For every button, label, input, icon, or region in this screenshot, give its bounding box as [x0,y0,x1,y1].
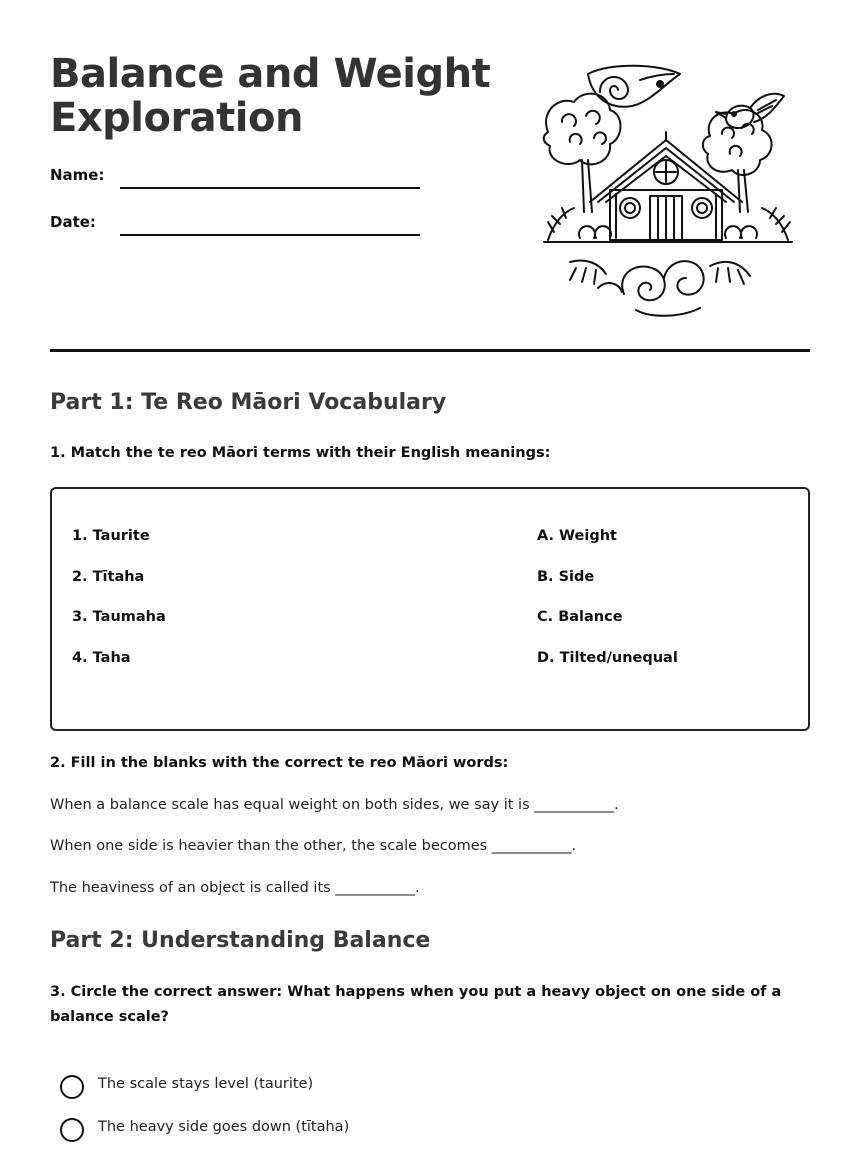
meaning-side[interactable]: B. Side [537,569,595,585]
matching-box [50,487,810,731]
question-1: 1. Match the te reo Māori terms with their English meanings: [50,445,551,461]
house-icon [590,132,742,240]
meaning-tilted[interactable]: D. Tilted/unequal [537,650,678,666]
meaning-weight[interactable]: A. Weight [537,528,617,544]
wharenui-illustration-icon [540,62,796,320]
swirl-feather-icon [588,66,680,107]
meaning-balance[interactable]: C. Balance [537,609,623,625]
fill-blank-sentence-1[interactable]: When a balance scale has equal weight on both sides, we say it is ___________. [50,797,619,813]
right-tree-icon [703,110,772,212]
term-taurite[interactable]: 1. Taurite [72,528,150,544]
date-label: Date: [50,213,96,231]
koru-swirl-icon [570,261,750,316]
name-field[interactable] [120,187,420,189]
term-titaha[interactable]: 2. Tītaha [72,569,145,585]
page-title: Balance and Weight Exploration [50,51,491,141]
fill-blank-sentence-2[interactable]: When one side is heavier than the other, the scale becomes ___________. [50,838,577,854]
question-3: 3. Circle the correct answer: What happens when you put a heavy object on one side of a balance scale? [50,984,782,1025]
part2-heading: Part 2: Understanding Balance [50,928,431,953]
term-taha[interactable]: 4. Taha [72,650,131,666]
part1-heading: Part 1: Te Reo Māori Vocabulary [50,390,447,415]
section-divider [50,349,810,352]
radio-circle-icon[interactable] [60,1118,84,1142]
fill-blank-sentence-3[interactable]: The heaviness of an object is called its ___________. [50,880,420,896]
answer-option-2-label: The heavy side goes down (tītaha) [98,1119,350,1135]
name-label: Name: [50,166,105,184]
answer-option-1-label: The scale stays level (taurite) [98,1076,314,1092]
fern-foliage-icon [544,208,792,242]
date-field[interactable] [120,234,420,236]
radio-circle-icon[interactable] [60,1075,84,1099]
question-2: 2. Fill in the blanks with the correct te reo Māori words: [50,755,509,771]
term-taumaha[interactable]: 3. Taumaha [72,609,166,625]
